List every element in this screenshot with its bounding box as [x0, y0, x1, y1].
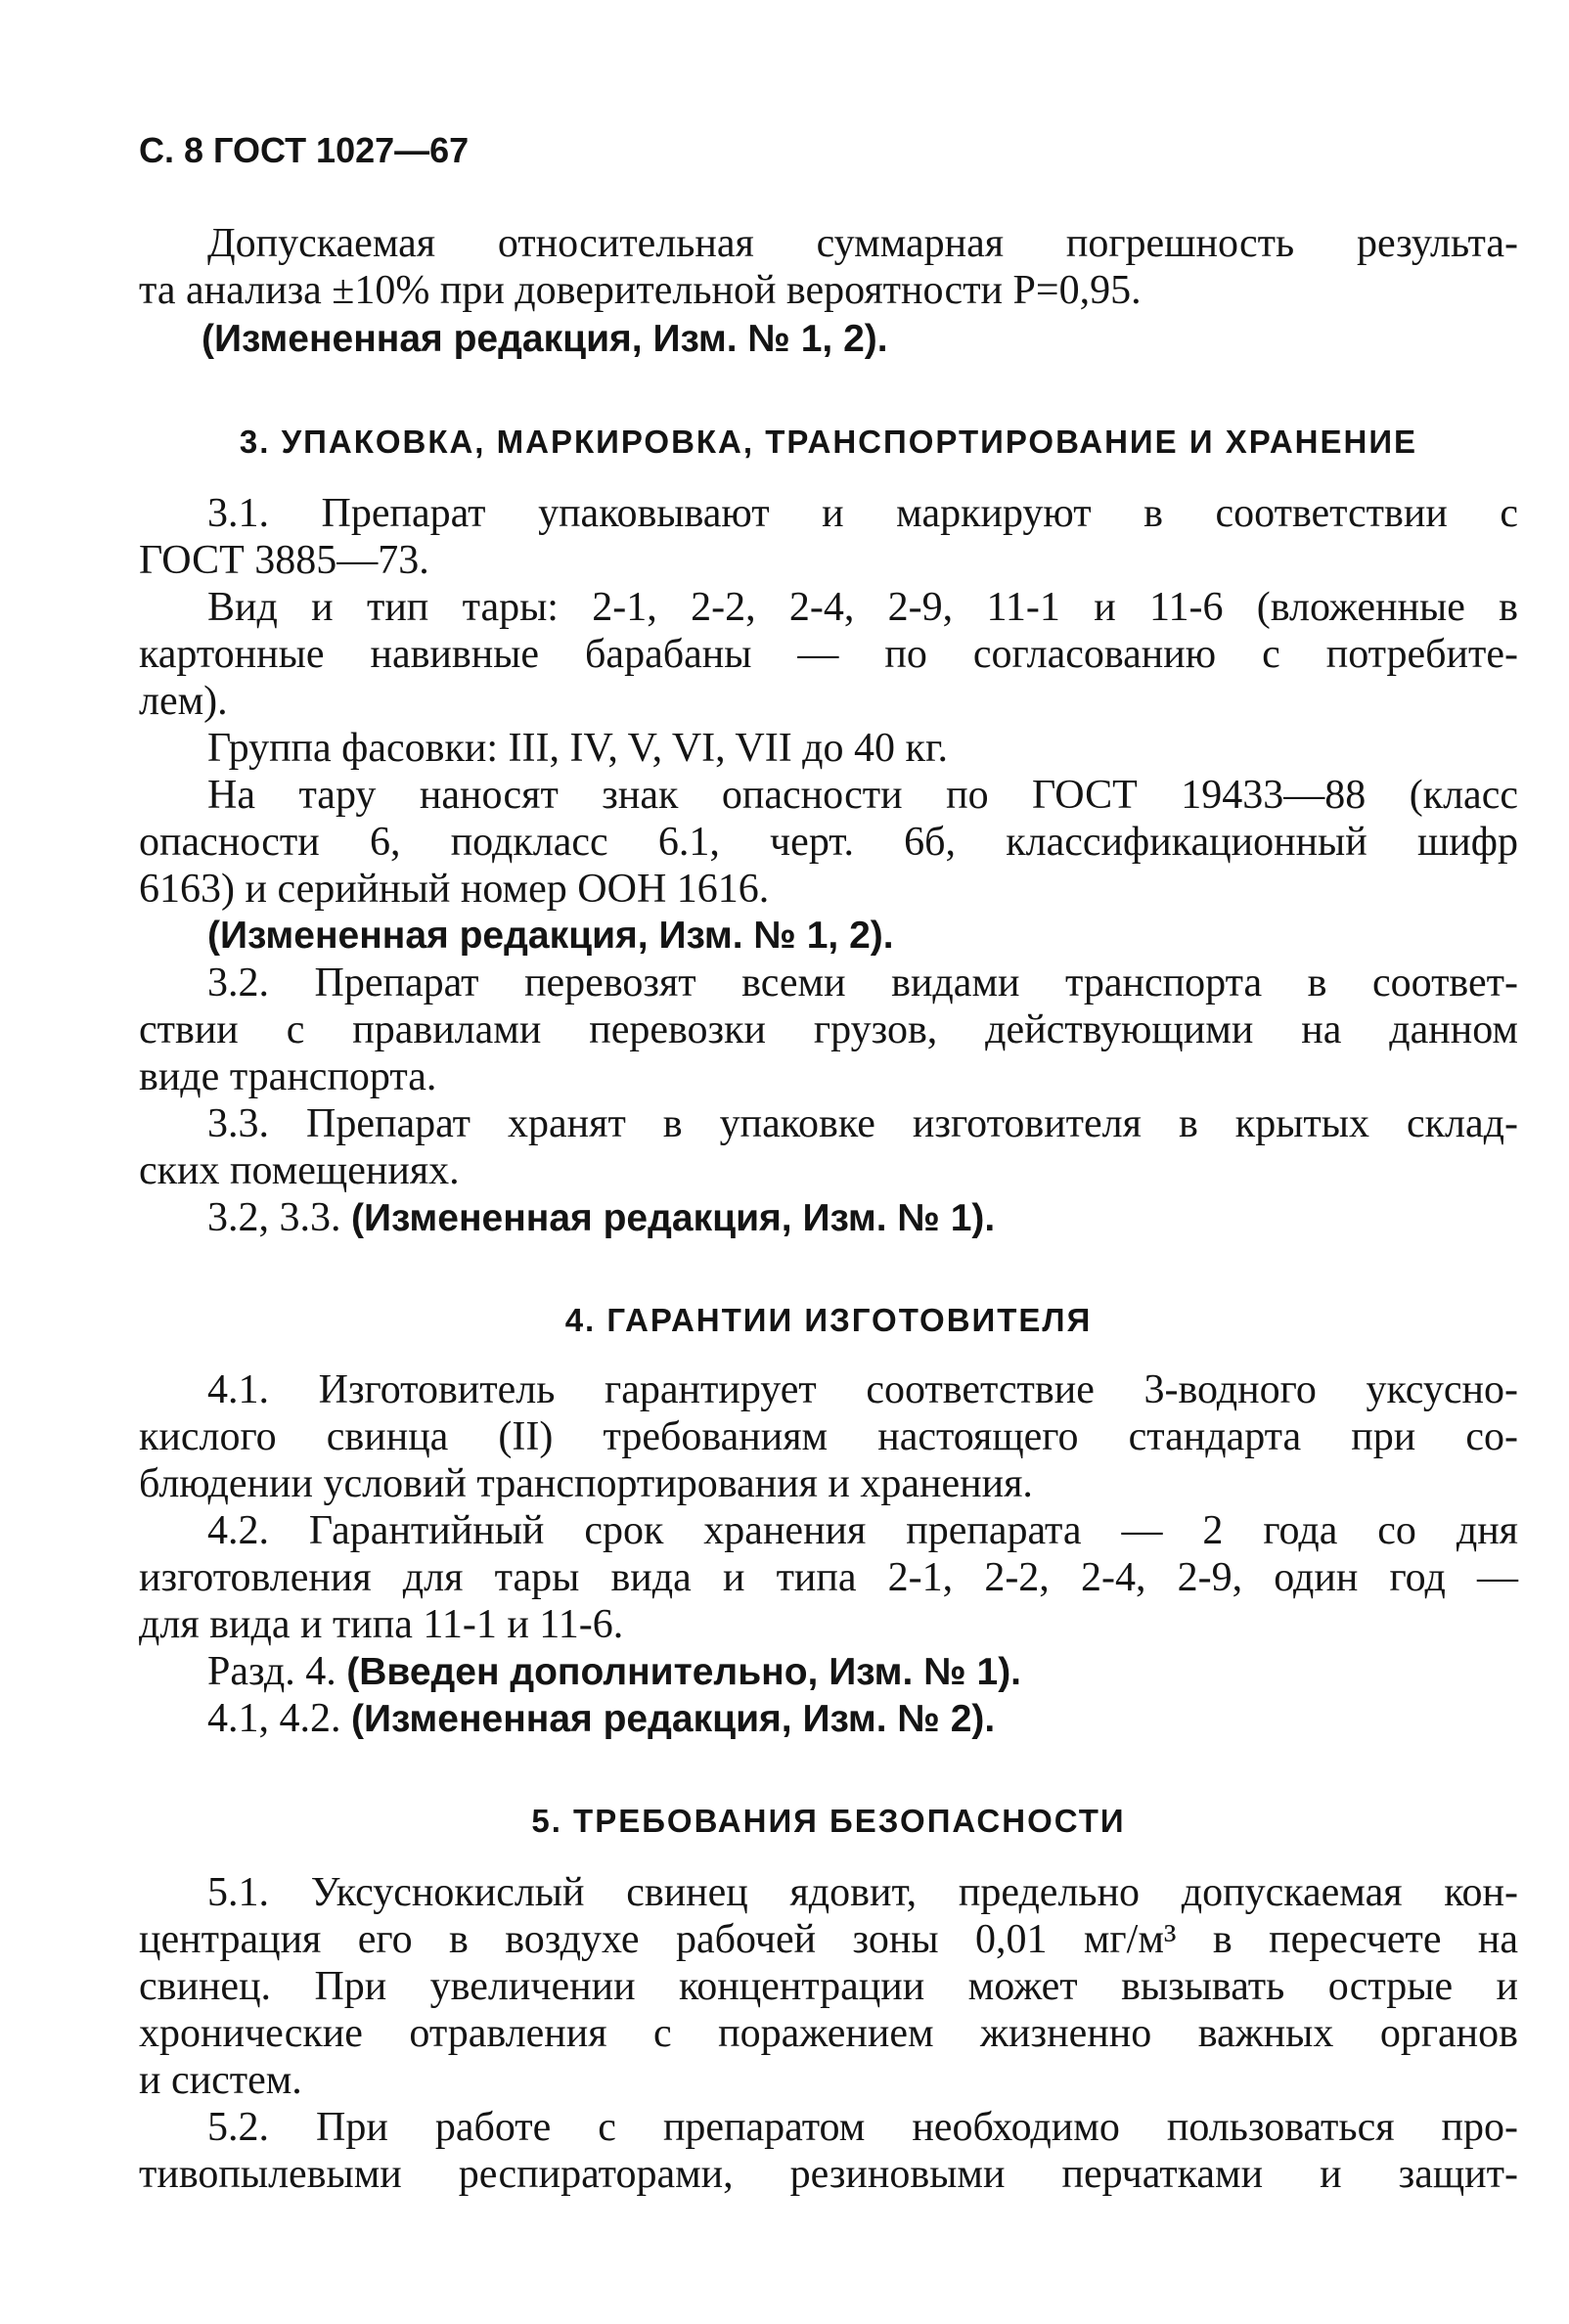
section-heading: 4. ГАРАНТИИ ИЗГОТОВИТЕЛЯ	[564, 1302, 1093, 1338]
paragraph-line: 6163) и серийный номер ООН 1616.	[139, 867, 770, 912]
paragraph-line: На тару наносят знак опасности по ГОСТ 19433—88 (класс	[207, 773, 1518, 818]
page-header: С. 8 ГОСТ 1027—67	[139, 130, 470, 170]
paragraph-line: та анализа ±10% при доверительной вероятности P=0,95.	[139, 268, 1142, 313]
paragraph-line: 3.3. Препарат хранят в упаковке изготовителя в крытых склад-	[207, 1101, 1518, 1146]
amendment-note: (Измененная редакция, Изм. № 1, 2).	[207, 915, 894, 957]
paragraph-line: 3.2. Препарат перевозят всеми видами транспорта в соответ-	[207, 961, 1518, 1006]
paragraph-line: ГОСТ 3885—73.	[139, 538, 429, 583]
paragraph-line: картонные навивные барабаны — по согласованию с потребите-	[139, 632, 1518, 677]
paragraph-line: ствии с правилами перевозки грузов, действующими на данном	[139, 1007, 1518, 1052]
paragraph-line: для вида и типа 11-1 и 11-6.	[139, 1602, 624, 1647]
paragraph-line: 4.1. Изготовитель гарантирует соответствие 3-водного уксусно-	[207, 1367, 1518, 1412]
amendment-note-prefix: 3.2, 3.3.	[207, 1195, 341, 1240]
amendment-note-row	[207, 1193, 1569, 1243]
paragraph-line: виде транспорта.	[139, 1054, 437, 1099]
paragraph-line: 5.1. Уксуснокислый свинец ядовит, предельно допускаемая кон-	[207, 1870, 1518, 1915]
paragraph-line: центрация его в воздухе рабочей зоны 0,01 мг/м³ в пересчете на	[139, 1917, 1518, 1962]
amendment-note: (Измененная редакция, Изм. № 1).	[351, 1197, 996, 1239]
section-heading: 5. ТРЕБОВАНИЯ БЕЗОПАСНОСТИ	[531, 1803, 1126, 1839]
paragraph-line: блюдении условий транспортирования и хранения.	[139, 1461, 1033, 1506]
paragraph-line: свинец. При увеличении концентрации может вызывать острые и	[139, 1964, 1518, 2009]
paragraph-line: опасности 6, подкласс 6.1, черт. 6б, классификационный шифр	[139, 820, 1518, 865]
paragraph-line: тивопылевыми респираторами, резиновыми перчатками и защит-	[139, 2152, 1518, 2197]
paragraph-line: Группа фасовки: III, IV, V, VI, VII до 40 кг.	[207, 726, 948, 771]
amendment-note-prefix: Разд. 4.	[207, 1649, 336, 1694]
paragraph-line: 4.2. Гарантийный срок хранения препарата — 2 года со дня	[207, 1508, 1518, 1553]
amendment-note: (Введен дополнительно, Изм. № 1).	[346, 1651, 1022, 1693]
amendment-note: (Измененная редакция, Изм. № 2).	[351, 1698, 996, 1740]
paragraph-line: кислого свинца (II) требованиям настоящего стандарта при со-	[139, 1414, 1518, 1459]
amendment-note: (Измененная редакция, Изм. № 1, 2).	[202, 318, 888, 360]
paragraph-line: изготовления для тары вида и типа 2-1, 2-2, 2-4, 2-9, один год —	[139, 1555, 1518, 1600]
section-heading: 3. УПАКОВКА, МАРКИРОВКА, ТРАНСПОРТИРОВАНИЕ И ХРАНЕНИЕ	[239, 424, 1418, 460]
paragraph-line: 5.2. При работе с препаратом необходимо пользоваться про-	[207, 2105, 1518, 2150]
paragraph-line: хронические отравления с поражением жизненно важных органов	[139, 2011, 1518, 2056]
amendment-note-row	[207, 1694, 1569, 1744]
paragraph-line: Допускаемая относительная суммарная погрешность результа-	[207, 221, 1518, 266]
paragraph-line: и систем.	[139, 2058, 302, 2103]
paragraph-line: Вид и тип тары: 2-1, 2-2, 2-4, 2-9, 11-1 и 11-6 (вложенные в	[207, 585, 1518, 630]
paragraph-line: 3.1. Препарат упаковывают и маркируют в соответствии с	[207, 491, 1518, 536]
paragraph-line: лем).	[139, 679, 228, 724]
paragraph-line: ских помещениях.	[139, 1148, 460, 1193]
amendment-note-prefix: 4.1, 4.2.	[207, 1696, 341, 1741]
amendment-note-row	[207, 1647, 1569, 1697]
